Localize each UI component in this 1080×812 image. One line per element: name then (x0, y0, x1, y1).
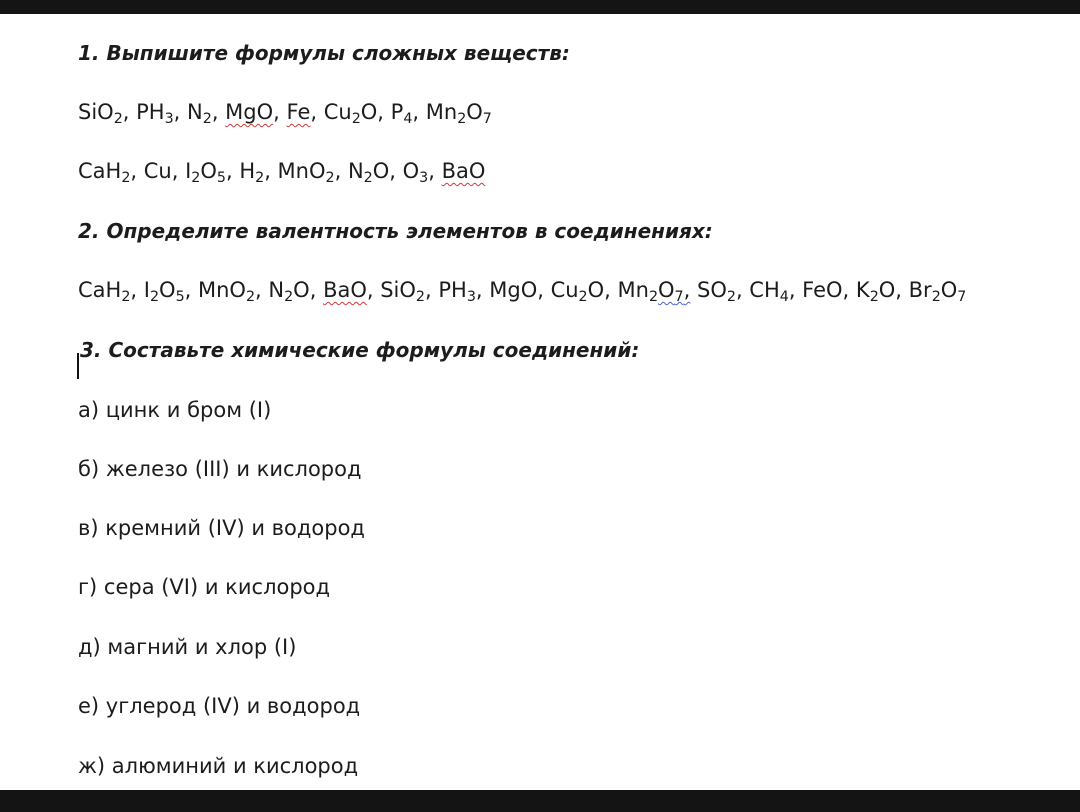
task3-item: а) цинк и бром (I) (78, 398, 272, 422)
bottom-frame-bar (0, 790, 1080, 812)
spellcheck-underline[interactable]: BaO (441, 159, 486, 183)
text-cursor (77, 353, 79, 379)
task3-item: в) кремний (IV) и водород (78, 516, 365, 540)
task1-formulas-row1: SiO$_2$, $PH_3$, $N_2$, MgO, Fe, $Cu_2O$, $P_4$, $Mn_2O_7$ (78, 100, 492, 127)
task3-item: е) углерод (IV) и водород (78, 694, 361, 718)
task3-item: б) железо (III) и кислород (78, 457, 362, 481)
task3-heading: 3. Составьте химические формулы соединений: (80, 338, 640, 362)
task3-item: г) сера (VI) и кислород (78, 575, 331, 599)
task1-heading: 1. Выпишите формулы сложных веществ: (78, 41, 570, 65)
task1-formulas-row2: CaH$_2$, Cu, $I_2O_5$, $H_2$, MnO$_2$, $N_2O$, $O_3$, BaO (78, 159, 486, 186)
spellcheck-underline[interactable]: BaO (323, 278, 367, 302)
spellcheck-underline[interactable]: Fe (286, 100, 311, 124)
task2-formulas-row: CaH$_2$, $I_2O_5$, MnO$_2$, $N_2O$, BaO, SiO$_2$, $PH_3$, MgO, $Cu_2O$, $Mn_2O_7$, $SO_2$, $CH_4$, FeO, $K_2O$, $Br_2O_7$ (78, 278, 967, 305)
task3-item: д) магний и хлор (I) (78, 635, 297, 659)
spellcheck-underline[interactable]: MgO (225, 100, 274, 124)
document-page (0, 14, 1080, 790)
grammar-underline: $O_7$, (658, 278, 691, 305)
task3-item: ж) алюминий и кислород (78, 754, 359, 778)
task2-heading: 2. Определите валентность элементов в соединениях: (78, 219, 713, 243)
